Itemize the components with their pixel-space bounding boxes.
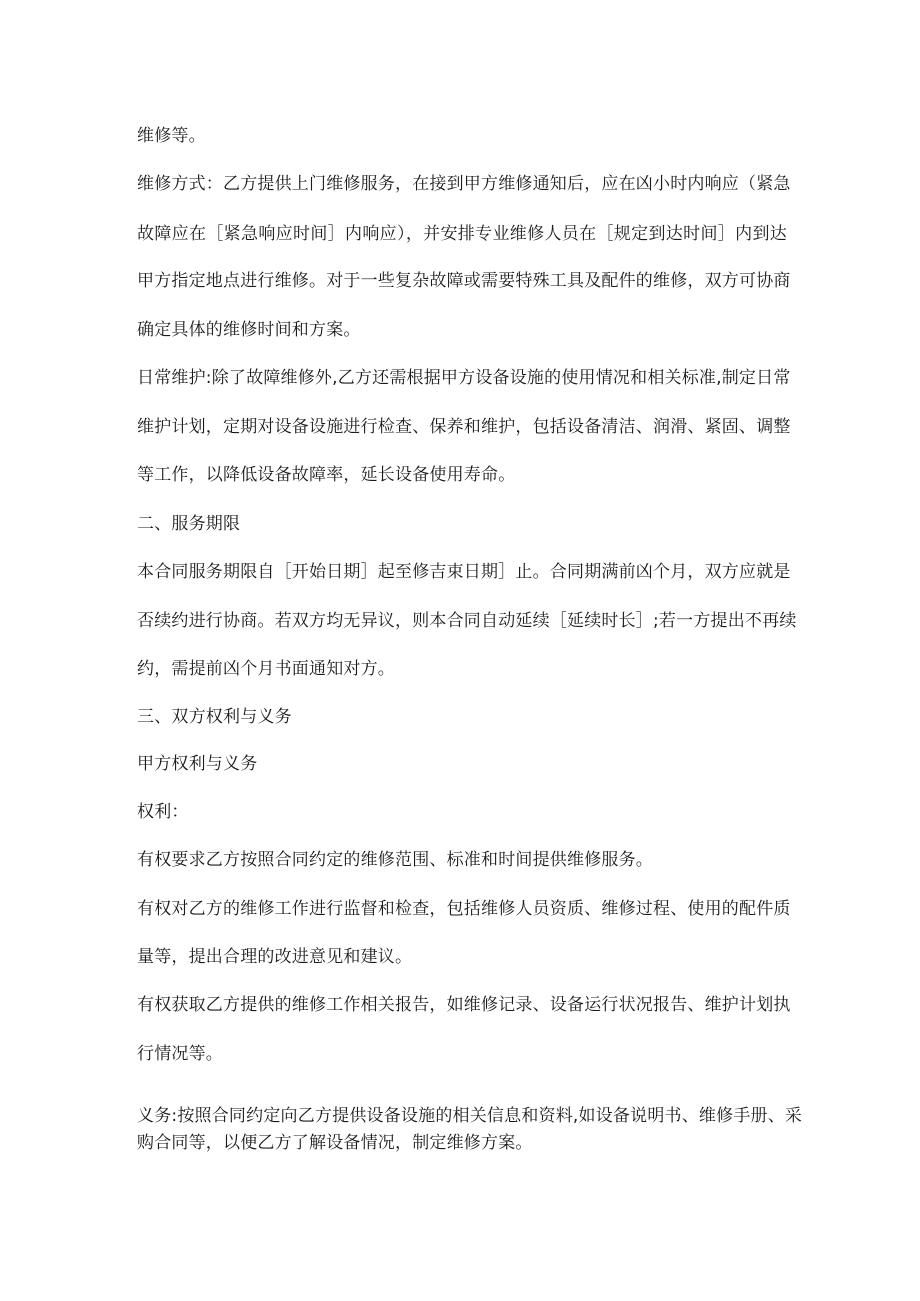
text-line: 否续约进行协商。若双方均无异议，则本合同自动延续［延续时长］;若一方提出不再续 (137, 611, 797, 631)
section-heading: 二、服务期限 (137, 514, 241, 534)
text-line: 故障应在［紧急响应时间］内响应），并安排专业维修人员在［规定到达时间］内到达 (137, 224, 787, 244)
text-line: 约，需提前凶个月书面通知对方。 (137, 659, 395, 679)
text-line: 行情况等。 (137, 1044, 223, 1064)
text-line: 维修方式：乙方提供上门维修服务，在接到甲方维修通知后，应在凶小时内响应（紧急 (137, 174, 791, 194)
subsection-label: 权利： (137, 802, 189, 822)
text-line: 日常维护:除了故障维修外,乙方还需根据甲方设备设施的使用情况和相关标准,制定日常 (137, 368, 791, 388)
section-heading: 三、双方权利与义务 (137, 707, 292, 727)
subsection-heading: 甲方权利与义务 (137, 754, 258, 774)
text-line: 购合同等，以便乙方了解设备情况，制定维修方案。 (137, 1133, 533, 1153)
text-line: 有权对乙方的维修工作进行监督和检查，包括维修人员资质、维修过程、使用的配件质 (137, 899, 791, 919)
text-line: 确定具体的维修时间和方案。 (137, 320, 361, 340)
text-line: 维护计划，定期对设备设施进行检查、保养和维护，包括设备清洁、润滑、紧固、调整 (137, 417, 791, 437)
text-line: 维修等。 (137, 126, 206, 146)
text-line: 本合同服务期限自［开始日期］起至修吉束日期］止。合同期满前凶个月，双方应就是 (137, 562, 791, 582)
text-line: 等工作，以降低设备故障率，延长设备使用寿命。 (137, 465, 516, 485)
text-line: 甲方指定地点进行维修。对于一些复杂故障或需要特殊工具及配件的维修，双方可协商 (137, 271, 791, 291)
text-line: 有权要求乙方按照合同约定的维修范围、标准和时间提供维修服务。 (137, 850, 653, 870)
text-line: 义务:按照合同约定向乙方提供设备设施的相关信息和资料,如设备说明书、维修手册、采 (137, 1106, 803, 1126)
text-line: 有权获取乙方提供的维修工作相关报告，如维修记录、设备运行状况报告、维护计划执 (137, 995, 791, 1015)
text-line: 量等，提出合理的改进意见和建议。 (137, 947, 413, 967)
